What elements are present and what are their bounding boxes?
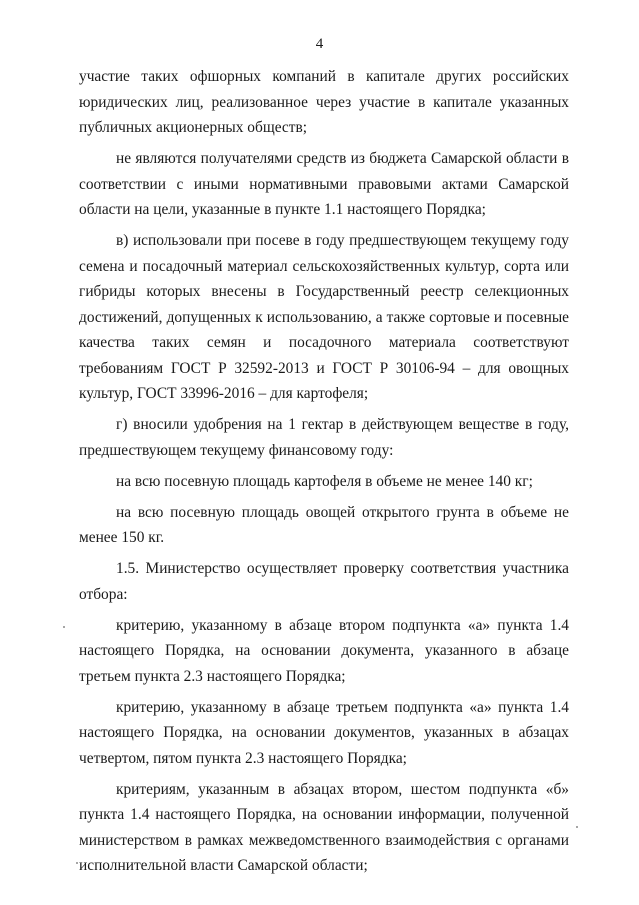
paragraph-9: критерию, указанному в абзаце третьем подпункта «а» пункта 1.4 настоящего Порядка, на основании документов, указанных в абзацах четвертом, пятом пункта 2.3 настоящего Порядка; [79, 698, 569, 767]
paragraph-7: 1.5. Министерство осуществляет проверку соответствия участника отбора: [79, 560, 569, 603]
page-number: 4 [315, 36, 324, 52]
paragraph-4: г) вносили удобрения на 1 гектар в действующем веществе в году, предшествующем текущему финансовому году: [79, 416, 569, 459]
paragraph-5: на всю посевную площадь картофеля в объеме не менее 140 кг; [116, 472, 533, 490]
paragraph-10: критериям, указанным в абзацах втором, шестом подпункта «б» пункта 1.4 настоящего Порядка, на основании информации, полученной министерством в рамках межведомственного взаимодействия с органами исполнительной власти Самарской области; [79, 780, 569, 874]
scan-speck [76, 862, 78, 864]
scan-speck [63, 626, 65, 628]
paragraph-3: в) использовали при посеве в году предшествующем текущему году семена и посадочный материал сельскохозяйственных культур, сорта или гибриды которых внесены в Государственный реестр селекционных достижений, допущенных к использованию, а также сортовые и посевные качества таких семян и посадочного материала соответствуют требованиям ГОСТ Р 32592-2013 и ГОСТ Р 30106-94 – для овощных культур, ГОСТ 33996-2016 – для картофеля; [79, 232, 569, 402]
paragraph-6: на всю посевную площадь овощей открытого грунта в объеме не менее 150 кг. [79, 503, 569, 546]
paragraph-2: не являются получателями средств из бюджета Самарской области в соответствии с иными нормативными правовыми актами Самарской области на цели, указанные в пункте 1.1 настоящего Порядка; [79, 150, 569, 218]
paragraph-1: участие таких офшорных компаний в капитале других российских юридических лиц, реализованное через участие в капитале указанных публичных акционерных обществ; [79, 68, 569, 136]
paragraph-8: критерию, указанному в абзаце втором подпункта «а» пункта 1.4 настоящего Порядка, на основании документа, указанного в абзаце третьем пункта 2.3 настоящего Порядка; [79, 616, 569, 685]
scan-speck [576, 826, 578, 828]
document-body [79, 64, 569, 884]
